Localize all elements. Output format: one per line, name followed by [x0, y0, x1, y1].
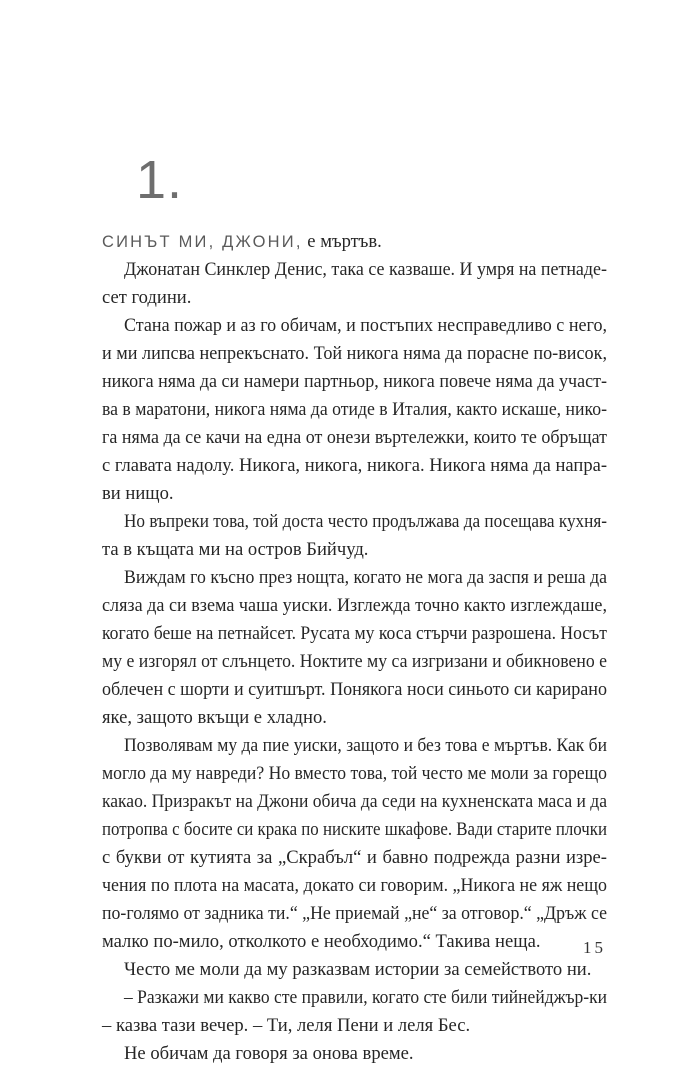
opening-rest: е мъртъв.: [307, 231, 382, 252]
text-line: сет години.: [102, 287, 192, 308]
opening-lead: СИНЪТ МИ, ДЖОНИ,: [102, 233, 303, 251]
text-line: – Разкажи ми какво сте правили, когато сте били тийнейджър-ки: [124, 987, 607, 1008]
text-line: му е изгорял от слънцето. Ноктите му са изгризани и обикновено е: [102, 651, 607, 672]
text-line: с букви от кутията за „Скрабъл“ и бавно подрежда разни изре-: [102, 847, 607, 868]
text-line: могло да му навреди? Но вместо това, той често ме моли за горещо: [102, 763, 607, 784]
text-line: Виждам го късно през нощта, когато не мога да заспя и реша да: [124, 567, 607, 588]
text-line: какао. Призракът на Джони обича да седи на кухненската маса и да: [102, 791, 607, 812]
text-line: сляза да си взема чаша уиски. Изглежда точно както изглеждаше,: [102, 595, 607, 616]
text-line: – казва тази вечер. – Ти, леля Пени и леля Бес.: [102, 1015, 471, 1036]
text-line: и ми липсва непрекъснато. Той никога няма да порасне по-висок,: [102, 343, 607, 364]
text-line: та в къщата ми на остров Бийчуд.: [102, 539, 369, 560]
text-line: ви нищо.: [102, 483, 174, 504]
text-line: Не обичам да говоря за онова време.: [124, 1043, 414, 1064]
text-line: ва в маратони, никога няма да отиде в Италия, както искаше, нико-: [102, 399, 607, 420]
chapter-body: [102, 228, 607, 1068]
text-line: никога няма да си намери партньор, никога повече няма да участ-: [102, 371, 607, 392]
text-line: малко по-мило, отколкото е необходимо.“ Такива неща.: [102, 931, 541, 952]
text-line: га няма да се качи на една от онези въртележки, които те обръщат: [102, 427, 607, 448]
text-line: Но въпреки това, той доста често продължава да посещава кухня-: [124, 511, 607, 532]
text-line: Често ме моли да му разказвам истории за семейството ни.: [124, 959, 592, 980]
opening-line: [102, 228, 607, 256]
text-line: по-голямо от задника ти.“ „Не приемай „не“ за отговор.“ „Дръж се: [102, 903, 607, 924]
text-line: чения по плота на масата, докато си говорим. „Никога не яж нещо: [102, 875, 607, 896]
page-number: 15: [583, 938, 606, 957]
text-line: Позволявам му да пие уиски, защото и без това е мъртъв. Как би: [124, 735, 607, 756]
text-line: Стана пожар и аз го обичам, и постъпих несправедливо с него,: [124, 315, 607, 336]
text-line: облечен с шорти и суитшърт. Понякога носи синьото си карирано: [102, 679, 607, 700]
chapter-number: 1.: [136, 150, 184, 210]
text-line: с главата надолу. Никога, никога, никога. Никога няма да напра-: [102, 455, 607, 476]
text-line: Джонатан Синклер Денис, така се казваше. И умря на петнаде-: [124, 259, 607, 280]
text-line: яке, защото вкъщи е хладно.: [102, 707, 327, 728]
text-line: потропва с босите си крака по ниските шкафове. Вади старите плочки: [102, 819, 607, 840]
paragraphs: [102, 256, 607, 1068]
text-line: когато беше на петнайсет. Русата му коса стърчи разрошена. Носът: [102, 623, 607, 644]
